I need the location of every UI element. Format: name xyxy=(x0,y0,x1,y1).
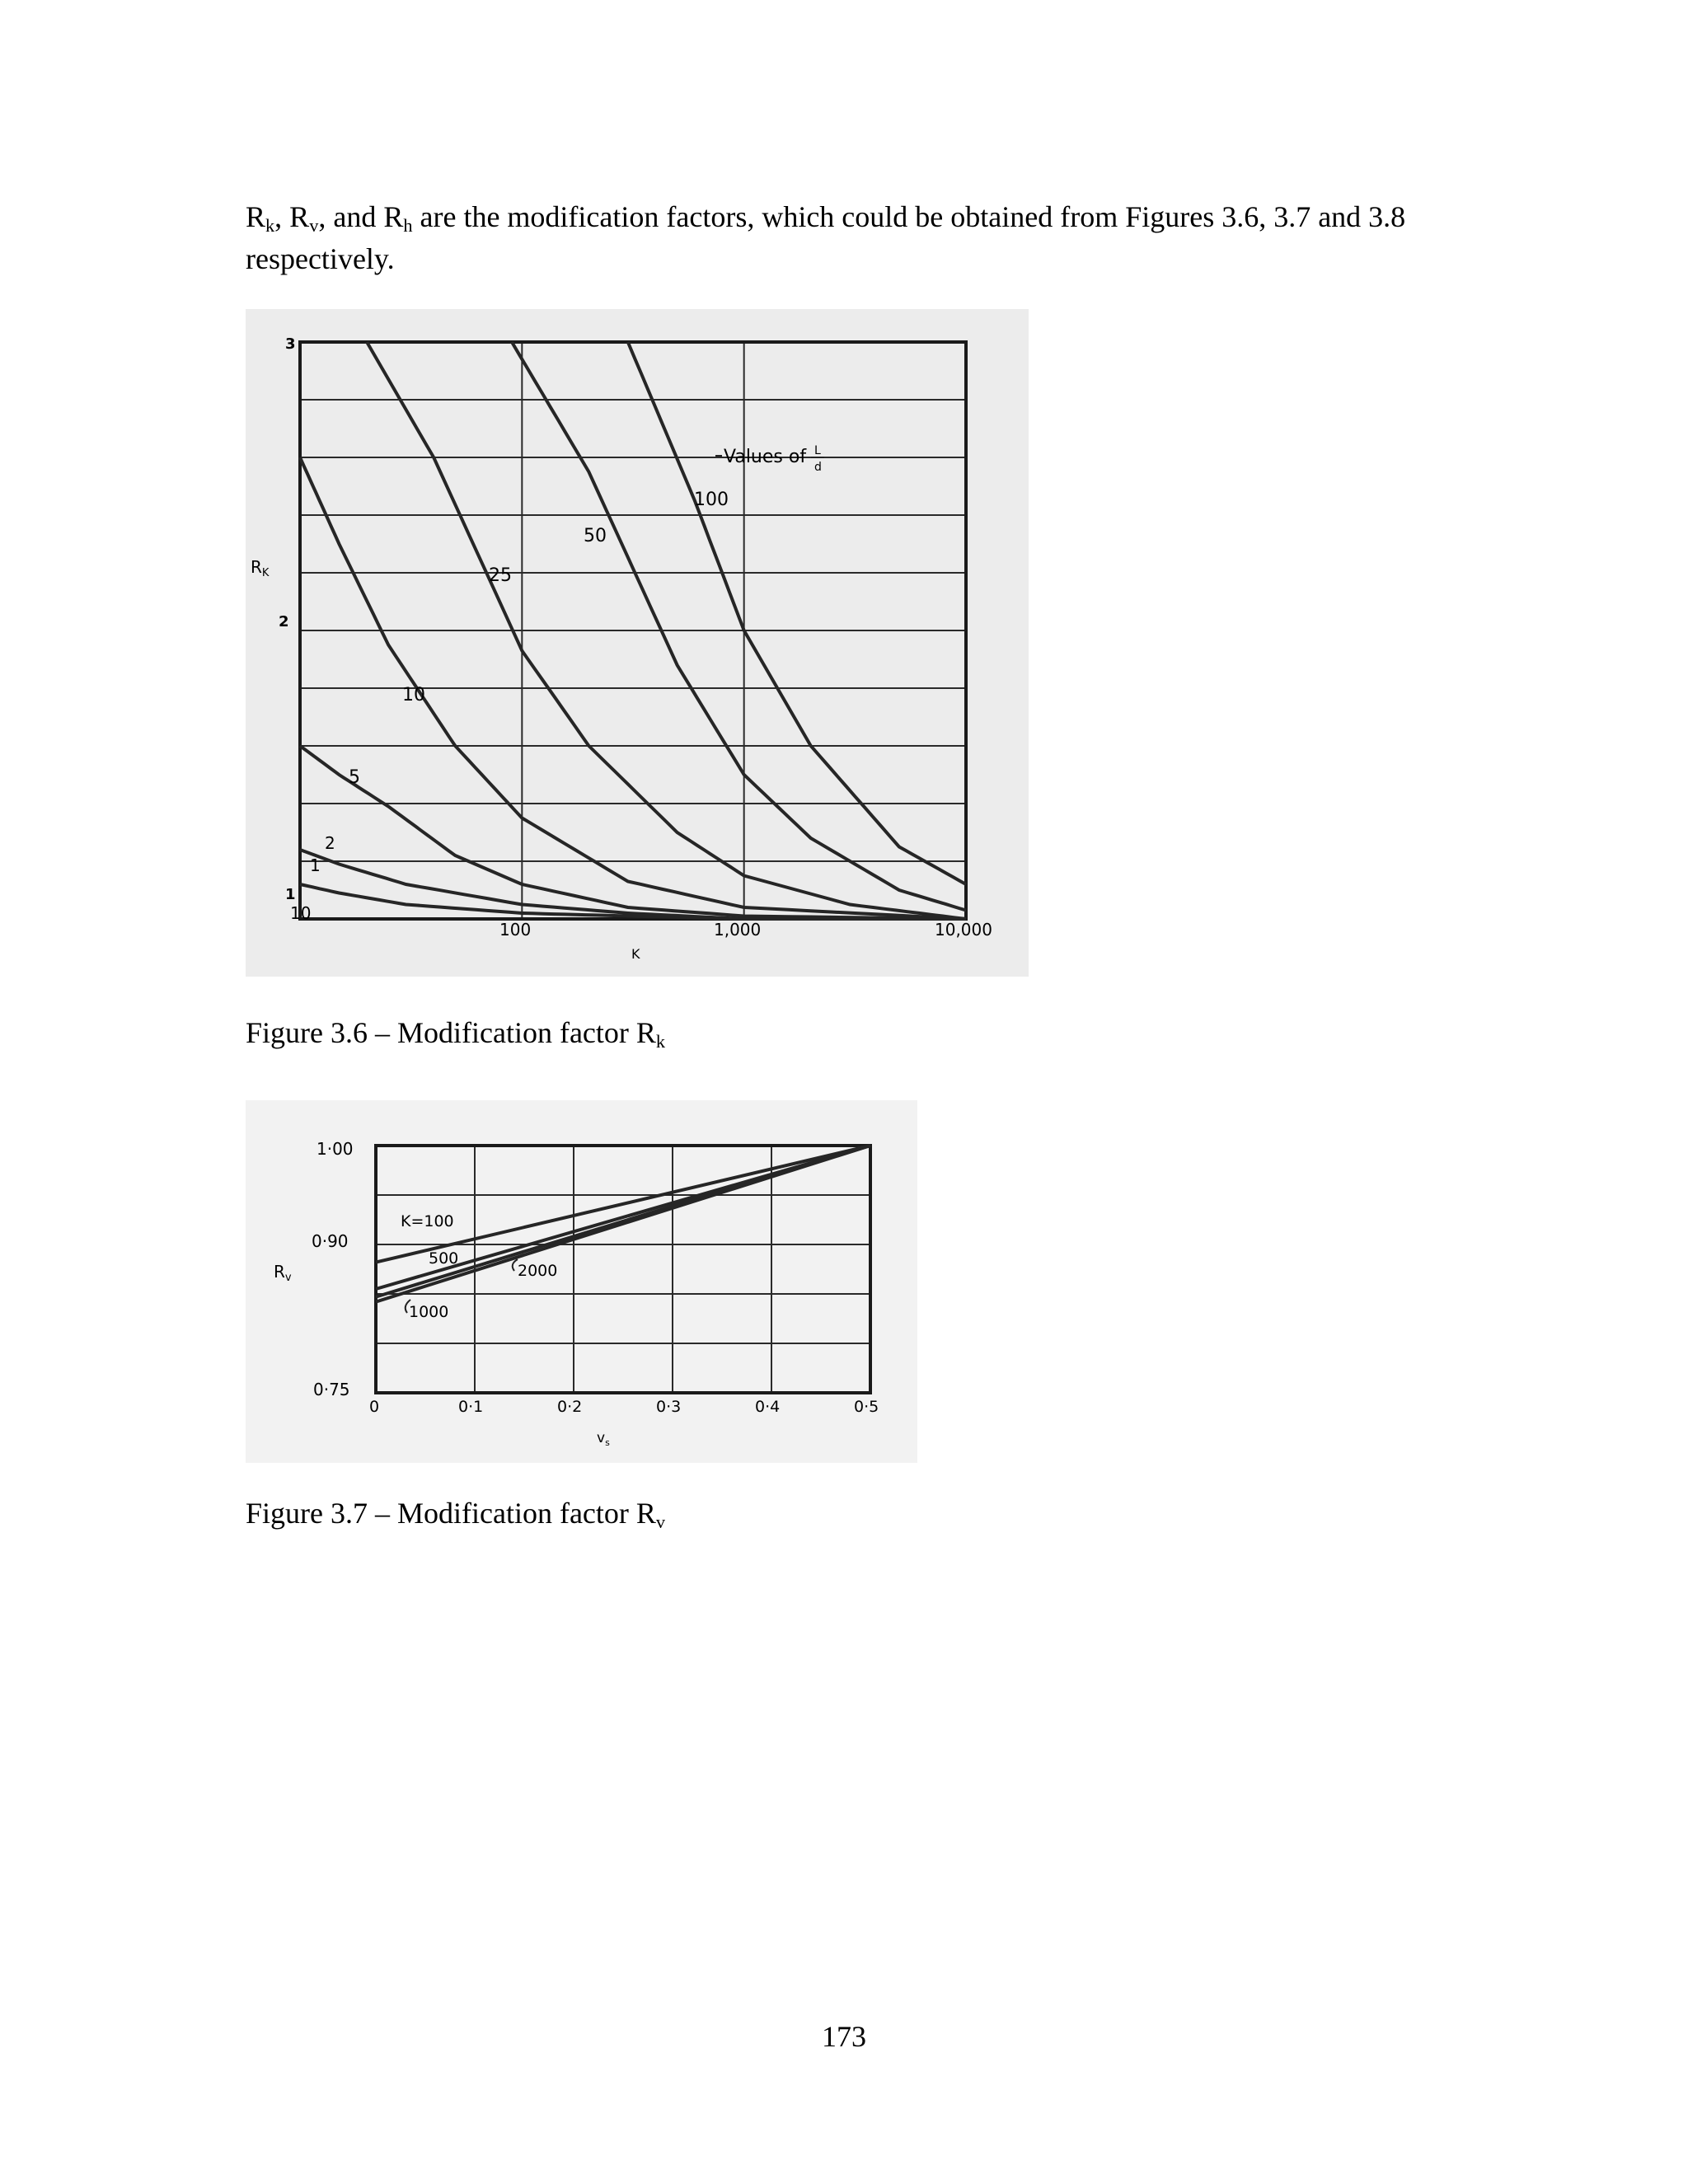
rk-legend-title xyxy=(715,444,824,474)
rv-ytick-090: 0·90 xyxy=(312,1231,349,1251)
rv-xtick-0: 0 xyxy=(369,1398,380,1416)
rk-ytick-1: 1 xyxy=(285,886,296,903)
rv-ytick-075: 0·75 xyxy=(313,1380,350,1399)
figure-3-7-chart xyxy=(246,1100,917,1463)
svg-text:L: L xyxy=(814,444,821,457)
rv-curve-label-1000: 1000 xyxy=(409,1303,449,1321)
rv-curve-label-k100: K=100 xyxy=(401,1212,454,1230)
rv-xtick-03: 0·3 xyxy=(656,1398,682,1416)
rk-curve-label-2: 2 xyxy=(325,833,335,853)
rk-curve-label-10: 10 xyxy=(402,685,425,705)
rk-x-axis-label: K xyxy=(631,946,640,962)
rk-xtick-1000: 1,000 xyxy=(714,920,762,940)
rk-curve-label-1: 1 xyxy=(310,855,321,875)
rk-symbol: $R_k$ xyxy=(246,200,275,236)
rv-xtick-02: 0·2 xyxy=(557,1398,583,1416)
rv-plot-frame xyxy=(376,1146,870,1393)
rv-xtick-05: 0·5 xyxy=(854,1398,879,1416)
figure-3-7-caption: Figure 3.7 – Modification factor $R_v$ xyxy=(246,1497,666,1532)
rv-ytick-100: 1·00 xyxy=(316,1139,354,1159)
rk-curve-50 xyxy=(512,342,966,911)
rk-ytick-2: 2 xyxy=(279,613,289,630)
rk-curve-label-25: 25 xyxy=(489,565,512,586)
rv-xtick-01: 0·1 xyxy=(458,1398,484,1416)
rv-curve-label-500: 500 xyxy=(429,1249,459,1268)
rk-chart-svg xyxy=(246,309,1029,977)
svg-text:Values of: Values of xyxy=(724,447,807,467)
rk-curve-5 xyxy=(300,746,966,919)
figure-3-6-chart xyxy=(246,309,1029,977)
rv-xtick-04: 0·4 xyxy=(755,1398,781,1416)
rk-curve-label-5: 5 xyxy=(349,767,360,788)
svg-text:d: d xyxy=(814,461,822,474)
rv-symbol: $R_v$ xyxy=(289,200,319,236)
rv-curve-label-2000: 2000 xyxy=(518,1262,558,1280)
rk-curve-label-50: 50 xyxy=(584,526,607,546)
intro-paragraph: $R_k$, $R_v$, and $R_h$ are the modification factors, which could be obtained from Figures 3.6, 3.7 and 3.8 respectively. xyxy=(246,200,1406,275)
rk-curve-label-100: 100 xyxy=(694,490,729,510)
rk-y-axis-label: $R_K$ xyxy=(251,557,270,579)
rk-ytick-3: 3 xyxy=(285,335,296,353)
rk-xtick-10: 10 xyxy=(290,903,312,923)
rk-xtick-10000: 10,000 xyxy=(935,920,992,940)
rv-y-axis-label: $R_v$ xyxy=(274,1262,292,1284)
rv-chart-svg xyxy=(246,1100,917,1463)
figure-3-6-caption: Figure 3.6 – Modification factor $R_k$ xyxy=(246,1016,666,1052)
rv-x-axis-label: $v_s$ xyxy=(597,1430,610,1448)
rh-symbol: , and $R_h$ xyxy=(318,200,413,236)
page-number: 173 xyxy=(822,2020,866,2053)
rk-xtick-100: 100 xyxy=(499,920,532,940)
